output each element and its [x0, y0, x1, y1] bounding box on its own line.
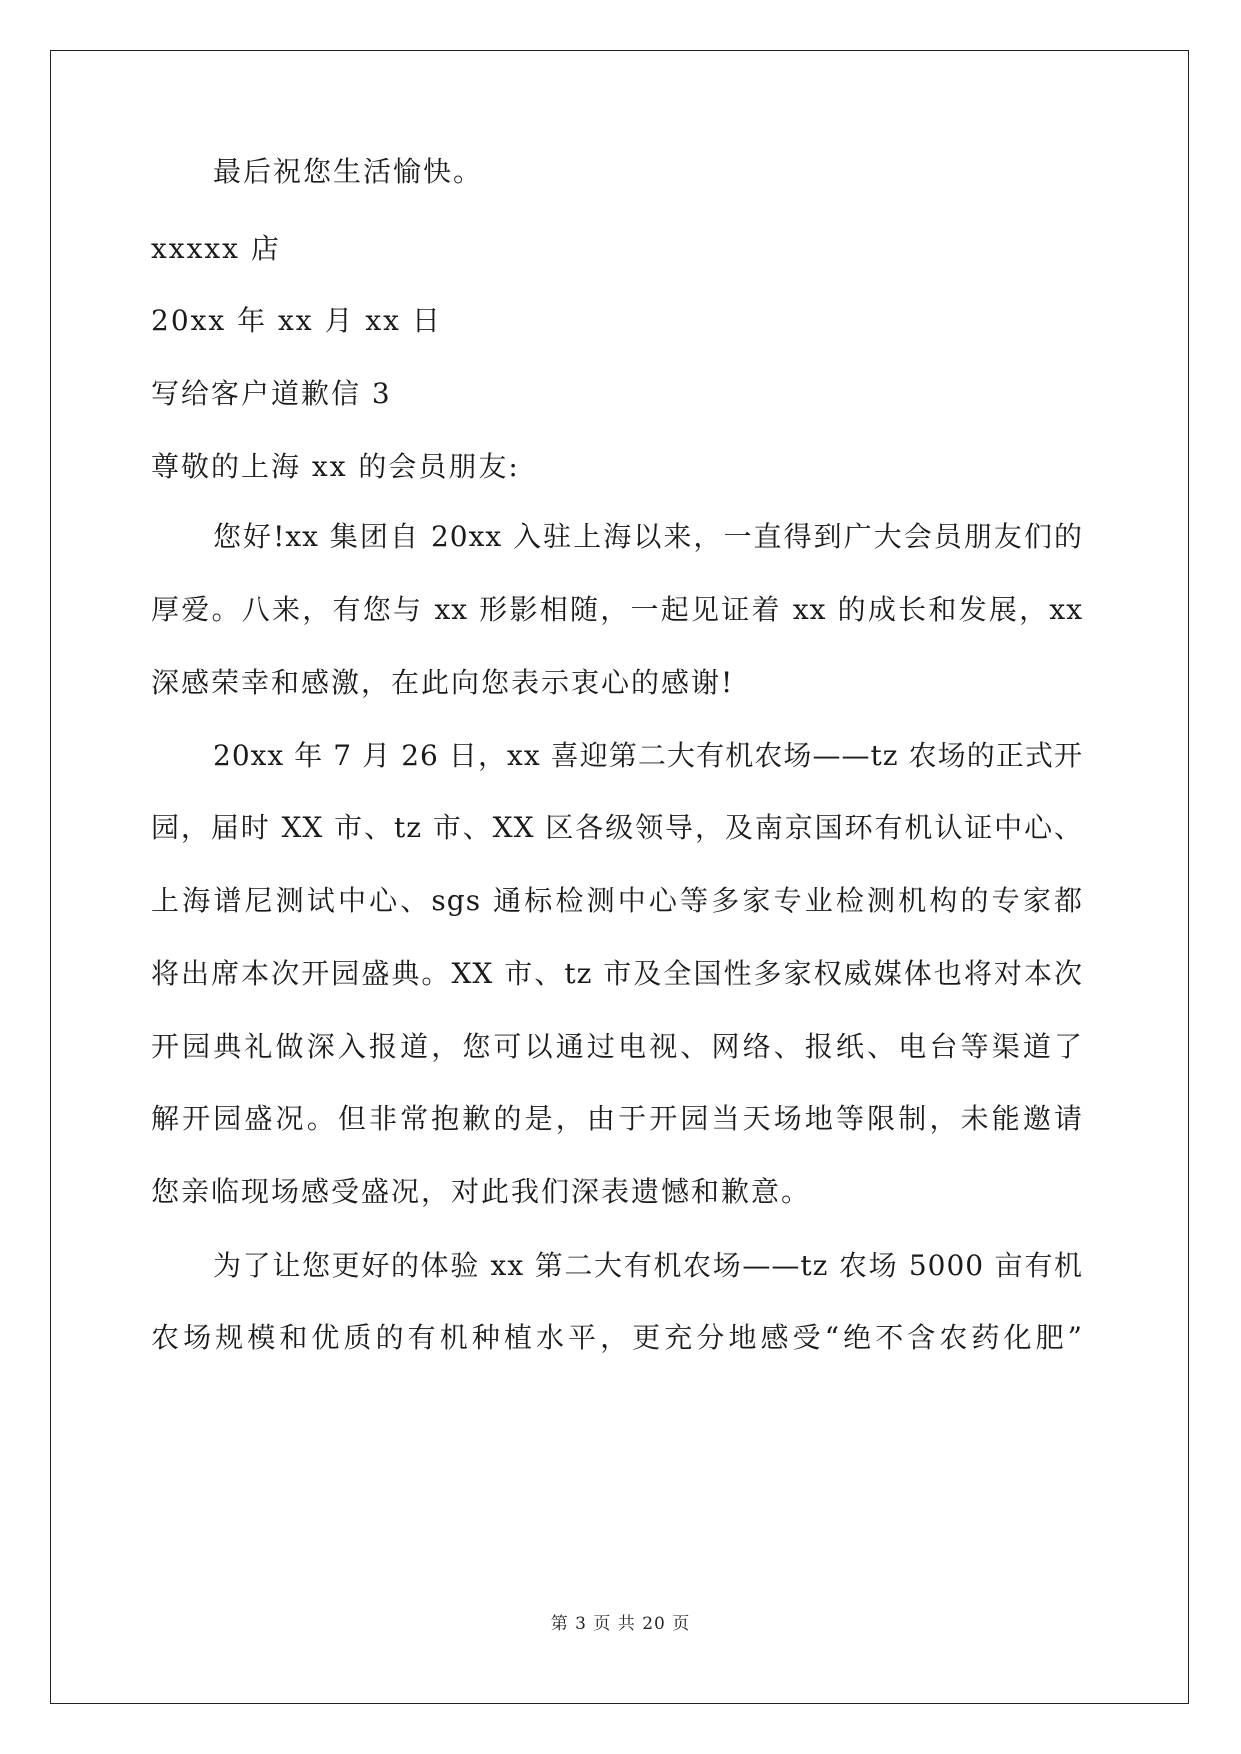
paragraph-line: 深感荣幸和感激，在此向您表示衷心的感谢!	[151, 666, 735, 699]
paragraph-line: 20xx 年 7 月 26 日，xx 喜迎第二大有机农场——tz 农场的正式开	[213, 739, 1083, 772]
paragraph-line: 农场规模和优质的有机种植水平，更充分地感受“绝不含农药化肥”	[151, 1321, 1083, 1354]
paragraph-line: 为了让您更好的体验 xx 第二大有机农场——tz 农场 5000 亩有机	[213, 1249, 1083, 1282]
signature-store: xxxxx 店	[151, 232, 281, 265]
paragraph-line: 解开园盛况。但非常抱歉的是，由于开园当天场地等限制，未能邀请	[151, 1102, 1083, 1135]
signature-date: 20xx 年 xx 月 xx 日	[151, 304, 442, 337]
paragraph-line: 将出席本次开园盛典。XX 市、tz 市及全国性多家权威媒体也将对本次	[151, 957, 1083, 990]
closing-line: 最后祝您生活愉快。	[213, 155, 484, 188]
paragraph-line: 厚爱。八来，有您与 xx 形影相随，一起见证着 xx 的成长和发展，xx	[151, 593, 1083, 626]
paragraph-line: 开园典礼做深入报道，您可以通过电视、网络、报纸、电台等渠道了	[151, 1030, 1083, 1063]
page-border	[50, 50, 1189, 1704]
paragraph-line: 您亲临现场感受盛况，对此我们深表遗憾和歉意。	[151, 1175, 812, 1208]
salutation: 尊敬的上海 xx 的会员朋友:	[151, 450, 520, 483]
paragraph-line: 您好!xx 集团自 20xx 入驻上海以来，一直得到广大会员朋友们的	[213, 520, 1083, 553]
paragraph-line: 上海谱尼测试中心、sgs 通标检测中心等多家专业检测机构的专家都	[151, 884, 1083, 917]
paragraph-line: 园，届时 XX 市、tz 市、XX 区各级领导，及南京国环有机认证中心、	[151, 811, 1083, 844]
section-heading: 写给客户道歉信 3	[151, 377, 392, 410]
page-number-footer: 第 3 页 共 20 页	[550, 1614, 691, 1634]
